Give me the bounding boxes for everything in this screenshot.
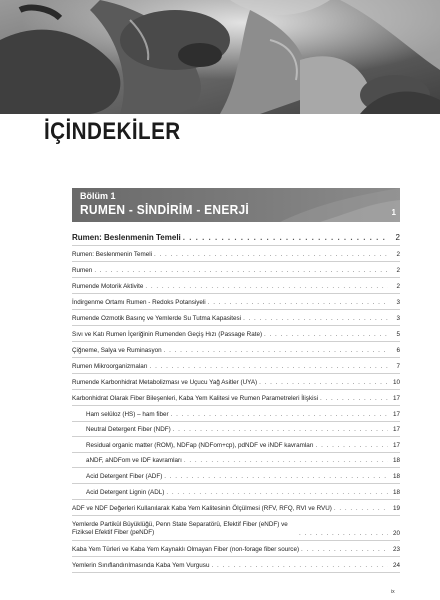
- toc-entry-page: 18: [392, 457, 400, 465]
- toc-entry-page: 19: [392, 504, 400, 512]
- cattle-photo-icon: [0, 0, 440, 114]
- toc-entry[interactable]: [72, 390, 400, 406]
- toc-entry[interactable]: [72, 310, 400, 326]
- toc-entry-title: Rumen: Beslenmenin Temeli: [72, 233, 181, 242]
- toc-entry-page: 6: [396, 347, 400, 354]
- toc-entry-title: Residual organic matter (ROM), NDFap (NDFom+cp), pdNDF ve iNDF kavramları: [86, 441, 314, 449]
- toc-entry[interactable]: [72, 516, 400, 541]
- toc-entry[interactable]: [72, 484, 400, 500]
- toc-entry[interactable]: [72, 453, 400, 469]
- toc-entry-title: Yemlerin Sınıflandırılmasında Kaba Yem Vurgusu: [72, 561, 210, 569]
- toc-entry-title: Rumen: [72, 267, 93, 274]
- toc-entry[interactable]: [72, 262, 400, 278]
- toc-entry-title: Acid Detergent Lignin (ADL): [86, 488, 165, 496]
- toc-entry[interactable]: [72, 374, 400, 390]
- chapter-page-number: 1: [391, 208, 396, 217]
- dot-leader: [316, 442, 388, 450]
- dot-leader: [154, 251, 388, 259]
- dot-leader: [184, 457, 388, 465]
- toc-entry-title: Rumen Mikroorganizmaları: [72, 363, 148, 370]
- toc-entry-page: 2: [395, 233, 400, 242]
- toc-entry-page: 24: [392, 561, 400, 569]
- toc-entry[interactable]: [72, 557, 400, 573]
- toc-entry-title: Karbonhidrat Olarak Fiber Bileşenleri, Kaba Yem Kalitesi ve Rumen Parametreleri İlişkisi: [72, 395, 319, 402]
- toc-entry-title: Rumen: Beslenmenin Temeli: [72, 251, 153, 258]
- toc-entry[interactable]: [72, 294, 400, 310]
- dot-leader: [301, 546, 388, 554]
- toc-entry-page: 18: [392, 488, 400, 496]
- toc-entry-page: 10: [392, 379, 400, 386]
- toc-entry-page: 5: [396, 331, 400, 338]
- dot-leader: [164, 347, 388, 355]
- toc-entry[interactable]: [72, 541, 400, 557]
- toc-entry-page: 2: [396, 283, 400, 290]
- dot-leader: [243, 315, 388, 323]
- toc-entry-page: 2: [396, 251, 400, 258]
- dot-leader: [259, 379, 388, 387]
- toc-entry-title: Neutral Detergent Fiber (NDF): [86, 426, 171, 434]
- toc-entry-page: 17: [392, 410, 400, 418]
- toc-entry[interactable]: [72, 326, 400, 342]
- toc-entry[interactable]: [72, 468, 400, 484]
- dot-leader: [334, 505, 388, 513]
- chapter-header: [72, 188, 400, 222]
- chapter-number: Bölüm 1: [80, 191, 116, 201]
- toc-entry-title: ADF ve NDF Değerleri Kullanılarak Kaba Yem Kalitesinin Ölçülmesi (RFV, RFQ, RVI ve RVU): [72, 504, 332, 512]
- chapter-band-decoration-icon: [280, 188, 400, 222]
- toc-entry-page: 3: [396, 299, 400, 306]
- dot-leader: [183, 234, 388, 242]
- toc-entry-page: 23: [392, 545, 400, 553]
- toc-entry[interactable]: [72, 358, 400, 374]
- page-folio: ix: [391, 589, 395, 595]
- toc-entry-page: 2: [396, 267, 400, 274]
- dot-leader: [171, 411, 388, 419]
- dot-leader: [299, 530, 388, 538]
- toc-entry-title: Kaba Yem Türleri ve Kaba Yem Kaynaklı Olmayan Fiber (non-forage fiber source): [72, 545, 300, 553]
- chapter-title: RUMEN - SİNDİRİM - ENERJİ: [80, 202, 250, 217]
- toc-entry-title: Yemlerde Partikül Büyüklüğü, Penn State Separatörü, Efektif Fiber (eNDF) ve Fiziksel Efektif Fiber (peNDF): [72, 520, 288, 537]
- dot-leader: [94, 267, 388, 275]
- toc-entry-title: Ham selüloz (HS) – ham fiber: [86, 410, 169, 418]
- dot-leader: [166, 489, 388, 497]
- toc-entry-title: aNDF, aNDFom ve IDF kavramları: [86, 457, 182, 465]
- toc-entry-title: Rumende Ozmotik Basınç ve Yemlerde Su Tutma Kapasitesi: [72, 315, 242, 322]
- toc-entry-title: Acid Detergent Fiber (ADF): [86, 472, 163, 480]
- toc-entry[interactable]: [72, 278, 400, 294]
- toc-entry[interactable]: [72, 406, 400, 422]
- toc-entry-page: 18: [392, 472, 400, 480]
- dot-leader: [150, 363, 388, 371]
- toc-entry[interactable]: [72, 342, 400, 358]
- toc-entry-page: 17: [392, 426, 400, 434]
- dot-leader: [320, 395, 388, 403]
- toc-section-heading[interactable]: [72, 229, 400, 246]
- toc-entry-title: Rumende Karbonhidrat Metabolizması ve Uçucu Yağ Asitler (UYA): [72, 379, 258, 386]
- toc-entry-page: 17: [392, 441, 400, 449]
- dot-leader: [208, 299, 388, 307]
- toc-entry[interactable]: [72, 422, 400, 438]
- dot-leader: [164, 473, 388, 481]
- toc-entry-title: Çiğneme, Salya ve Ruminasyon: [72, 347, 162, 354]
- toc-entry-title: Sıvı ve Katı Rumen İçeriğinin Rumenden Geçiş Hızı (Passage Rate): [72, 331, 263, 338]
- toc-list: [72, 229, 400, 573]
- toc-entry-page: 7: [396, 363, 400, 370]
- page-title: İÇİNDEKİLER: [44, 118, 181, 145]
- toc-entry-page: 3: [396, 315, 400, 322]
- toc-entry[interactable]: [72, 246, 400, 262]
- toc-entry[interactable]: [72, 500, 400, 516]
- dot-leader: [173, 426, 388, 434]
- dot-leader: [264, 331, 388, 339]
- toc-entry-page: 17: [392, 395, 400, 402]
- dot-leader: [145, 283, 388, 291]
- toc-entry-page: 20: [392, 529, 400, 537]
- dot-leader: [211, 562, 388, 570]
- cover-photo: [0, 0, 440, 114]
- toc-entry-title: Rumende Motorik Aktivite: [72, 283, 144, 290]
- toc-entry-title: İndirgenme Ortamı Rumen - Redoks Potansiyeli: [72, 299, 206, 306]
- toc-entry[interactable]: [72, 437, 400, 453]
